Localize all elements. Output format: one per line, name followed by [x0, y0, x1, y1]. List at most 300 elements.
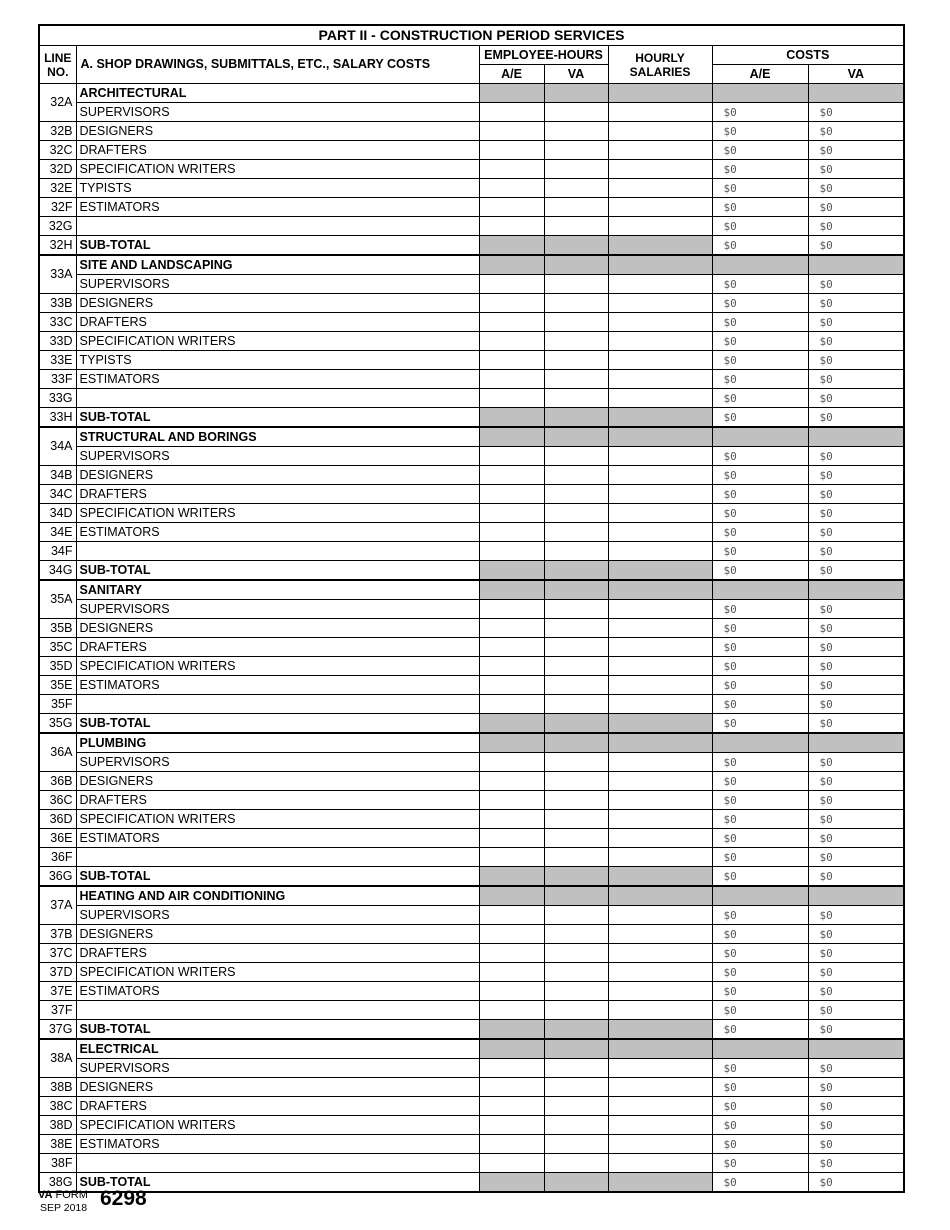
row-label — [76, 848, 479, 867]
hourly-salaries-input[interactable] — [608, 389, 712, 408]
line-number: 33G — [39, 389, 76, 408]
hours-ae-input[interactable] — [479, 982, 544, 1001]
table-row — [39, 695, 904, 714]
hours-ae-input[interactable] — [479, 332, 544, 351]
hourly-salaries-input[interactable] — [608, 103, 712, 122]
hours-ae-input[interactable] — [479, 925, 544, 944]
cost-ae-value: $0 — [712, 1059, 808, 1078]
hourly-salaries-input[interactable] — [608, 1001, 712, 1020]
cost-va-value: $0 — [808, 523, 904, 542]
subtotal-row — [39, 1173, 904, 1193]
hourly-label: HOURLY — [635, 50, 685, 65]
hourly-salaries-input[interactable] — [608, 676, 712, 695]
cost-va-cell — [808, 255, 904, 275]
hourly-salaries-input[interactable] — [608, 141, 712, 160]
section-header-row — [39, 886, 904, 906]
hours-ae-input[interactable] — [479, 313, 544, 332]
row-label: TYPISTS — [76, 351, 479, 370]
line-number: 35D — [39, 657, 76, 676]
form-label — [38, 1189, 88, 1201]
cost-va-value: $0 — [808, 753, 904, 772]
hourly-salaries-input[interactable] — [608, 485, 712, 504]
row-label: DESIGNERS — [76, 1078, 479, 1097]
hours-va-input[interactable] — [544, 141, 608, 160]
cost-va-value: $0 — [808, 160, 904, 179]
line-number: 34E — [39, 523, 76, 542]
hourly-salaries-input[interactable] — [608, 906, 712, 925]
hours-va-input[interactable] — [544, 829, 608, 848]
hourly-salaries-input[interactable] — [608, 848, 712, 867]
cost-va-value: $0 — [808, 714, 904, 734]
hours-va-input[interactable] — [544, 657, 608, 676]
hourly-salaries-input[interactable] — [608, 982, 712, 1001]
cost-va-value: $0 — [808, 1116, 904, 1135]
hours-va-header: VA — [544, 65, 608, 84]
table-row — [39, 351, 904, 370]
cost-va-value: $0 — [808, 504, 904, 523]
cost-va-value: $0 — [808, 963, 904, 982]
hourly-salaries-input[interactable] — [608, 275, 712, 294]
row-label: SUB-TOTAL — [76, 1020, 479, 1040]
hours-ae-input[interactable] — [479, 542, 544, 561]
hours-va-input[interactable] — [544, 523, 608, 542]
table-row — [39, 944, 904, 963]
hours-ae-input[interactable] — [479, 141, 544, 160]
hourly-salaries-input[interactable] — [608, 370, 712, 389]
hourly-salaries-input[interactable] — [608, 695, 712, 714]
form-prefix: VA — [38, 1189, 53, 1201]
hours-va-input[interactable] — [544, 1097, 608, 1116]
hours-ae-cell — [479, 733, 544, 753]
hourly-salaries-input[interactable] — [608, 1116, 712, 1135]
hours-va-input[interactable] — [544, 676, 608, 695]
hours-ae-input[interactable] — [479, 906, 544, 925]
hours-ae-input[interactable] — [479, 504, 544, 523]
hours-va-input[interactable] — [544, 217, 608, 236]
hourly-salaries-input[interactable] — [608, 523, 712, 542]
hours-va-input[interactable] — [544, 906, 608, 925]
cost-ae-value: $0 — [712, 408, 808, 428]
hourly-salaries-input — [608, 1173, 712, 1193]
hourly-salaries-input[interactable] — [608, 1059, 712, 1078]
hours-va-cell — [544, 886, 608, 906]
cost-va-value: $0 — [808, 447, 904, 466]
hours-va-input[interactable] — [544, 963, 608, 982]
cost-ae-value: $0 — [712, 791, 808, 810]
hours-ae-input[interactable] — [479, 1059, 544, 1078]
hours-ae-cell — [479, 580, 544, 600]
hours-va-input — [544, 867, 608, 887]
salaries-label: SALARIES — [629, 64, 691, 79]
hours-ae-input[interactable] — [479, 829, 544, 848]
hours-va-input[interactable] — [544, 351, 608, 370]
row-label — [76, 1001, 479, 1020]
hours-va-input[interactable] — [544, 695, 608, 714]
table-row — [39, 1097, 904, 1116]
hours-va-input[interactable] — [544, 370, 608, 389]
hours-va-input[interactable] — [544, 103, 608, 122]
cost-ae-value: $0 — [712, 504, 808, 523]
employee-hours-header: EMPLOYEE-HOURS — [479, 46, 608, 65]
hours-va-input[interactable] — [544, 753, 608, 772]
table-row — [39, 542, 904, 561]
form-number: 6298 — [100, 1187, 147, 1210]
cost-va-value: $0 — [808, 103, 904, 122]
hourly-salaries-input[interactable] — [608, 1135, 712, 1154]
cost-va-value: $0 — [808, 676, 904, 695]
hours-ae-input — [479, 1173, 544, 1193]
hours-ae-input[interactable] — [479, 695, 544, 714]
row-label: SPECIFICATION WRITERS — [76, 657, 479, 676]
hours-va-input[interactable] — [544, 1078, 608, 1097]
hours-ae-input[interactable] — [479, 160, 544, 179]
hours-va-input[interactable] — [544, 944, 608, 963]
hours-ae-cell — [479, 84, 544, 103]
hourly-salaries-input[interactable] — [608, 351, 712, 370]
row-label — [76, 217, 479, 236]
cost-va-cell — [808, 733, 904, 753]
hours-ae-input[interactable] — [479, 848, 544, 867]
cost-va-value: $0 — [808, 1173, 904, 1193]
hours-va-input[interactable] — [544, 275, 608, 294]
table-row — [39, 313, 904, 332]
hourly-salaries-cell — [608, 733, 712, 753]
hourly-salaries-input[interactable] — [608, 1097, 712, 1116]
cost-va-value: $0 — [808, 122, 904, 141]
row-label — [76, 542, 479, 561]
hourly-salaries-input[interactable] — [608, 963, 712, 982]
hours-ae-input[interactable] — [479, 294, 544, 313]
hours-ae-input[interactable] — [479, 122, 544, 141]
line-number: 37G — [39, 1020, 76, 1040]
row-label: DRAFTERS — [76, 791, 479, 810]
table-row — [39, 753, 904, 772]
hours-va-input[interactable] — [544, 504, 608, 523]
table-row — [39, 294, 904, 313]
hours-ae-input[interactable] — [479, 963, 544, 982]
hourly-salaries-cell — [608, 1039, 712, 1059]
cost-va-value: $0 — [808, 600, 904, 619]
cost-ae-value: $0 — [712, 982, 808, 1001]
row-label: SUB-TOTAL — [76, 408, 479, 428]
hourly-salaries-input[interactable] — [608, 1078, 712, 1097]
line-number: 32C — [39, 141, 76, 160]
hours-va-input — [544, 1020, 608, 1040]
hourly-salaries-input[interactable] — [608, 944, 712, 963]
table-row — [39, 1116, 904, 1135]
cost-va-value: $0 — [808, 906, 904, 925]
costs-va-header: VA — [808, 65, 904, 84]
hours-ae-input[interactable] — [479, 772, 544, 791]
hours-ae-input[interactable] — [479, 600, 544, 619]
line-number: 32A — [39, 84, 76, 122]
cost-ae-value: $0 — [712, 561, 808, 581]
line-number: 34G — [39, 561, 76, 581]
form-word: FORM — [55, 1189, 88, 1201]
hours-va-input[interactable] — [544, 1059, 608, 1078]
line-number: 34F — [39, 542, 76, 561]
hourly-salaries-input — [608, 714, 712, 734]
hours-va-input[interactable] — [544, 198, 608, 217]
hours-ae-input[interactable] — [479, 485, 544, 504]
hourly-salaries-input[interactable] — [608, 772, 712, 791]
line-number: 35A — [39, 580, 76, 619]
hourly-salaries-input[interactable] — [608, 829, 712, 848]
row-label: DESIGNERS — [76, 122, 479, 141]
cost-ae-value: $0 — [712, 906, 808, 925]
row-label: ESTIMATORS — [76, 370, 479, 389]
line-number: 35C — [39, 638, 76, 657]
line-number: 35B — [39, 619, 76, 638]
hours-ae-input[interactable] — [479, 1097, 544, 1116]
hours-ae-input[interactable] — [479, 447, 544, 466]
row-label: SUPERVISORS — [76, 447, 479, 466]
hourly-salaries-input[interactable] — [608, 600, 712, 619]
cost-ae-value: $0 — [712, 198, 808, 217]
table-row — [39, 485, 904, 504]
hours-va-input — [544, 236, 608, 256]
hourly-salaries-input[interactable] — [608, 313, 712, 332]
hourly-salaries-input[interactable] — [608, 925, 712, 944]
hours-va-input[interactable] — [544, 848, 608, 867]
cost-ae-value: $0 — [712, 1135, 808, 1154]
row-label: DRAFTERS — [76, 944, 479, 963]
row-label: SPECIFICATION WRITERS — [76, 1116, 479, 1135]
hours-va-input[interactable] — [544, 294, 608, 313]
cost-va-value: $0 — [808, 217, 904, 236]
hours-ae-input[interactable] — [479, 1078, 544, 1097]
row-label: SUPERVISORS — [76, 1059, 479, 1078]
table-row — [39, 523, 904, 542]
costs-ae-header: A/E — [712, 65, 808, 84]
hours-ae-input[interactable] — [479, 466, 544, 485]
hours-va-input[interactable] — [544, 619, 608, 638]
hours-va-input[interactable] — [544, 389, 608, 408]
cost-ae-value: $0 — [712, 772, 808, 791]
table-row — [39, 638, 904, 657]
hourly-salaries-input[interactable] — [608, 332, 712, 351]
line-number: 32B — [39, 122, 76, 141]
line-number: 38C — [39, 1097, 76, 1116]
hourly-salaries-input[interactable] — [608, 657, 712, 676]
row-label: SUB-TOTAL — [76, 236, 479, 256]
subtotal-row — [39, 408, 904, 428]
line-number: 38G — [39, 1173, 76, 1193]
hourly-salaries-input[interactable] — [608, 447, 712, 466]
cost-ae-value: $0 — [712, 160, 808, 179]
line-number: 37C — [39, 944, 76, 963]
cost-va-value: $0 — [808, 848, 904, 867]
hours-va-input[interactable] — [544, 772, 608, 791]
cost-ae-value: $0 — [712, 600, 808, 619]
hourly-salaries-cell — [608, 580, 712, 600]
cost-va-value: $0 — [808, 982, 904, 1001]
hourly-salaries-input[interactable] — [608, 791, 712, 810]
hourly-salaries-input[interactable] — [608, 638, 712, 657]
cost-ae-value: $0 — [712, 1097, 808, 1116]
cost-ae-value: $0 — [712, 370, 808, 389]
row-label: DESIGNERS — [76, 619, 479, 638]
hours-va-input[interactable] — [544, 1001, 608, 1020]
hours-ae-input[interactable] — [479, 619, 544, 638]
hours-va-input[interactable] — [544, 925, 608, 944]
row-label: DESIGNERS — [76, 925, 479, 944]
hourly-salaries-input[interactable] — [608, 179, 712, 198]
hours-ae-input[interactable] — [479, 1154, 544, 1173]
hours-va-input[interactable] — [544, 600, 608, 619]
hours-ae-cell — [479, 886, 544, 906]
hours-ae-header: A/E — [479, 65, 544, 84]
hourly-salaries-input[interactable] — [608, 504, 712, 523]
cost-va-value: $0 — [808, 542, 904, 561]
form-date: SEP 2018 — [40, 1202, 88, 1214]
table-row — [39, 982, 904, 1001]
hours-ae-input[interactable] — [479, 810, 544, 829]
hours-va-input[interactable] — [544, 485, 608, 504]
hours-ae-input[interactable] — [479, 389, 544, 408]
hours-va-input[interactable] — [544, 332, 608, 351]
hours-ae-input[interactable] — [479, 351, 544, 370]
hours-va-input[interactable] — [544, 179, 608, 198]
hours-va-input[interactable] — [544, 160, 608, 179]
table-row — [39, 925, 904, 944]
hourly-salaries-input[interactable] — [608, 542, 712, 561]
line-number: 32H — [39, 236, 76, 256]
hourly-salaries-input[interactable] — [608, 294, 712, 313]
hourly-salaries-input[interactable] — [608, 198, 712, 217]
hourly-salaries-input[interactable] — [608, 753, 712, 772]
hourly-salaries-input — [608, 1020, 712, 1040]
cost-va-value: $0 — [808, 810, 904, 829]
hours-ae-input[interactable] — [479, 638, 544, 657]
hours-va-input[interactable] — [544, 791, 608, 810]
hours-ae-input[interactable] — [479, 753, 544, 772]
cost-va-value: $0 — [808, 141, 904, 160]
hours-ae-input[interactable] — [479, 370, 544, 389]
section-title: SANITARY — [76, 580, 479, 600]
hours-ae-input[interactable] — [479, 179, 544, 198]
cost-ae-value: $0 — [712, 122, 808, 141]
cost-va-cell — [808, 427, 904, 447]
hours-va-input[interactable] — [544, 1116, 608, 1135]
line-number: 34C — [39, 485, 76, 504]
hours-ae-input[interactable] — [479, 523, 544, 542]
row-label: ESTIMATORS — [76, 676, 479, 695]
line-number: 36F — [39, 848, 76, 867]
section-title: HEATING AND AIR CONDITIONING — [76, 886, 479, 906]
cost-ae-value: $0 — [712, 695, 808, 714]
hours-va-input[interactable] — [544, 447, 608, 466]
hours-ae-input[interactable] — [479, 676, 544, 695]
cost-va-cell — [808, 886, 904, 906]
hours-va-input[interactable] — [544, 638, 608, 657]
hours-ae-input[interactable] — [479, 217, 544, 236]
hourly-salaries-input[interactable] — [608, 160, 712, 179]
line-number: 35G — [39, 714, 76, 734]
hours-ae-cell — [479, 1039, 544, 1059]
hours-va-input[interactable] — [544, 542, 608, 561]
hours-va-input[interactable] — [544, 466, 608, 485]
table-row — [39, 504, 904, 523]
hours-va-cell — [544, 1039, 608, 1059]
line-number: 37B — [39, 925, 76, 944]
hours-ae-input[interactable] — [479, 1135, 544, 1154]
hours-ae-input[interactable] — [479, 275, 544, 294]
cost-va-value: $0 — [808, 236, 904, 256]
line-number: 35F — [39, 695, 76, 714]
line-number: 35E — [39, 676, 76, 695]
hours-ae-input[interactable] — [479, 944, 544, 963]
hourly-salaries-input[interactable] — [608, 1154, 712, 1173]
cost-ae-value: $0 — [712, 944, 808, 963]
cost-ae-value: $0 — [712, 848, 808, 867]
hourly-salaries-input[interactable] — [608, 217, 712, 236]
line-number: 37A — [39, 886, 76, 925]
line-number: 32D — [39, 160, 76, 179]
table-row — [39, 657, 904, 676]
cost-va-value: $0 — [808, 1097, 904, 1116]
section-header-row — [39, 733, 904, 753]
cost-va-value: $0 — [808, 179, 904, 198]
line-number: 38F — [39, 1154, 76, 1173]
section-header-row — [39, 84, 904, 103]
row-label: SPECIFICATION WRITERS — [76, 963, 479, 982]
hours-va-input — [544, 714, 608, 734]
hours-va-input[interactable] — [544, 1154, 608, 1173]
hourly-salaries-input[interactable] — [608, 619, 712, 638]
hours-va-input[interactable] — [544, 1135, 608, 1154]
row-label: SPECIFICATION WRITERS — [76, 504, 479, 523]
hours-ae-input — [479, 714, 544, 734]
table-row — [39, 160, 904, 179]
hours-va-input[interactable] — [544, 122, 608, 141]
hours-ae-input[interactable] — [479, 103, 544, 122]
row-label: ESTIMATORS — [76, 1135, 479, 1154]
hourly-salaries-input[interactable] — [608, 122, 712, 141]
hours-ae-input[interactable] — [479, 791, 544, 810]
cost-va-cell — [808, 1039, 904, 1059]
hours-ae-input[interactable] — [479, 657, 544, 676]
hours-va-input[interactable] — [544, 982, 608, 1001]
hourly-salaries-input[interactable] — [608, 466, 712, 485]
hours-va-cell — [544, 427, 608, 447]
hourly-salaries-cell — [608, 255, 712, 275]
hours-va-input[interactable] — [544, 810, 608, 829]
line-number-header — [39, 46, 76, 84]
line-number: 33B — [39, 294, 76, 313]
cost-ae-cell — [712, 1039, 808, 1059]
line-number: 33F — [39, 370, 76, 389]
cost-va-value: $0 — [808, 619, 904, 638]
hours-ae-input[interactable] — [479, 1001, 544, 1020]
hours-ae-input[interactable] — [479, 1116, 544, 1135]
hours-ae-input[interactable] — [479, 198, 544, 217]
hours-va-input[interactable] — [544, 313, 608, 332]
line-number: 38E — [39, 1135, 76, 1154]
row-label: ESTIMATORS — [76, 523, 479, 542]
line-number: 36A — [39, 733, 76, 772]
line-number: 36B — [39, 772, 76, 791]
hourly-salaries-input[interactable] — [608, 810, 712, 829]
section-header-row — [39, 1039, 904, 1059]
table-row — [39, 466, 904, 485]
row-label: DRAFTERS — [76, 1097, 479, 1116]
subtotal-row — [39, 867, 904, 887]
table-row — [39, 141, 904, 160]
line-number: 34D — [39, 504, 76, 523]
row-label — [76, 695, 479, 714]
cost-va-cell — [808, 84, 904, 103]
